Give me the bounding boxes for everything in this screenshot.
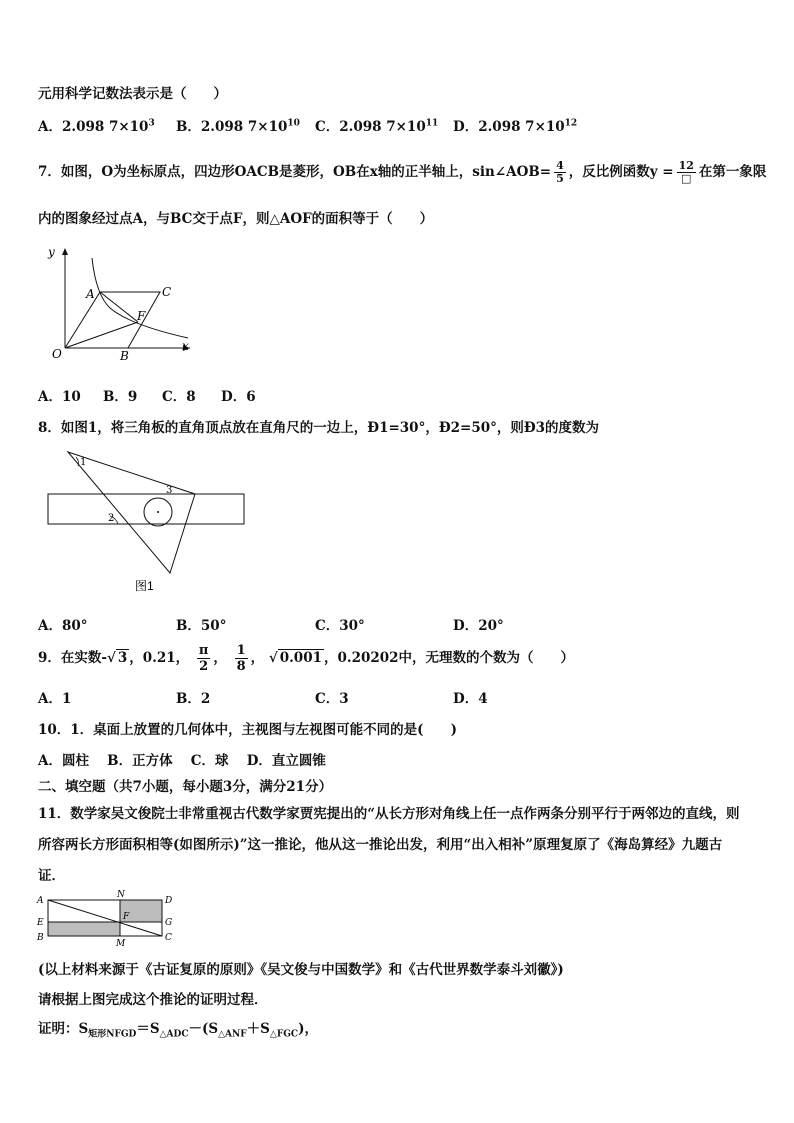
- q9-option-d[interactable]: D．4: [453, 691, 488, 707]
- q8-label-1: 1: [80, 457, 87, 468]
- q7-label-b: B: [120, 349, 129, 363]
- q7-label-o: O: [52, 347, 62, 361]
- q6-option-c[interactable]: C．2.098 $7\times 10^{11}$: [315, 118, 439, 135]
- q8-option-c[interactable]: C．30°: [315, 618, 365, 634]
- svg-text:D: D: [165, 896, 173, 906]
- q6-option-b[interactable]: B．2.098 $7\times 10^{10}$: [176, 118, 300, 135]
- q11-line2: 所容两长方形面积相等(如图所示)”这一推论，他从这一推论出发，利用“出入相补”原理复原了《海岛算经》九题古: [38, 837, 723, 853]
- q6-option-d[interactable]: D．2.098 $7\times 10^{12}$: [453, 118, 578, 135]
- q10-stem: 10．1．桌面上放置的几何体中，主视图与左视图可能不同的是( ): [38, 722, 457, 738]
- svg-text:G: G: [165, 918, 173, 928]
- q9-option-c[interactable]: C．3: [315, 691, 349, 707]
- q7-option-d[interactable]: D．6: [221, 389, 256, 405]
- q8-label-3: 3: [166, 485, 173, 496]
- q9-option-b[interactable]: B．2: [176, 691, 211, 707]
- q11-line3: 证．: [38, 868, 65, 884]
- q8-caption: 图1: [135, 579, 154, 593]
- q9-option-a[interactable]: A．1: [38, 691, 72, 707]
- q7-stem-line1: 7．如图，O为坐标原点，四边形OACB是菱形，OB在x轴的正半轴上，sin∠AOB= $\frac{4}{5}$ ，反比例函数y = $\frac{12}{□}$ 在第一象限: [38, 159, 767, 185]
- svg-text:A: A: [37, 896, 44, 906]
- q8-label-2: 2: [108, 513, 115, 524]
- svg-text:C: C: [165, 933, 172, 943]
- q9-stem: 9．在实数-√ 3 ，0.21， $\frac{\pi}{2}$ ， $\frac{1}{8}$ ， √ 0.001 ，0.20202中，无理数的个数为（ ）: [38, 643, 575, 674]
- q8-option-d[interactable]: D．20°: [453, 618, 504, 634]
- q7-stem-line2: 内的图象经过点A，与BC交于点F，则△AOF的面积等于（ ）: [38, 211, 434, 227]
- svg-text:E: E: [37, 918, 44, 928]
- section-fill-in-title: 二、填空题（共7小题，每小题3分，满分21分）: [38, 779, 333, 795]
- svg-text:B: B: [37, 933, 44, 943]
- svg-text:M: M: [116, 939, 126, 949]
- q10-options[interactable]: A．圆柱 B．正方体 C．球 D．直立圆锥: [38, 753, 326, 769]
- q8-stem: 8．如图1，将三角板的直角顶点放在直角尺的一边上，Ð1=30°，Ð2=50°，则Ð3的度数为: [38, 420, 600, 436]
- q11-source: (以上材料来源于《古证复原的原则》《吴文俊与中国数学》和《古代世界数学泰斗刘徽》): [38, 962, 564, 978]
- q6-option-a[interactable]: A．2.098 $7\times 10^3$: [38, 118, 155, 135]
- q8-figure: [40, 448, 255, 598]
- q11-figure: [34, 888, 184, 950]
- svg-text:F: F: [123, 912, 130, 922]
- q7-label-c: C: [162, 285, 172, 299]
- q8-triangle: [68, 452, 195, 573]
- q11-request: 请根据上图完成这个推论的证明过程．: [38, 992, 268, 1008]
- q7-label-x: x: [182, 339, 189, 353]
- q7-option-c[interactable]: C．8: [162, 389, 196, 405]
- q11-shaded-rect-ebm: [48, 922, 120, 936]
- q7-figure: [40, 240, 200, 365]
- q8-option-a[interactable]: A．80°: [38, 618, 88, 634]
- q7-label-f: F: [137, 309, 146, 323]
- q7-label-y: y: [48, 245, 55, 259]
- q11-line1: 11．数学家吴文俊院士非常重视古代数学家贾宪提出的“从长方形对角线上任一点作两条分别平行于两邻边的直线，则: [38, 806, 740, 822]
- q8-option-b[interactable]: B．50°: [176, 618, 227, 634]
- svg-text:N: N: [117, 890, 125, 900]
- q7-label-a: A: [86, 287, 95, 301]
- q7-option-a[interactable]: A．10: [38, 389, 81, 405]
- q6-stem-tail: 元用科学记数法表示是（ ）: [38, 86, 227, 102]
- q7-rhombus: [65, 292, 160, 348]
- q7-option-b[interactable]: B．9: [103, 389, 138, 405]
- q11-proof: 证明：$S_{矩形NFGD}=S_{\triangle ADC}-(S_{\triangle ANF}+S_{\triangle FGC})$，: [38, 1021, 318, 1040]
